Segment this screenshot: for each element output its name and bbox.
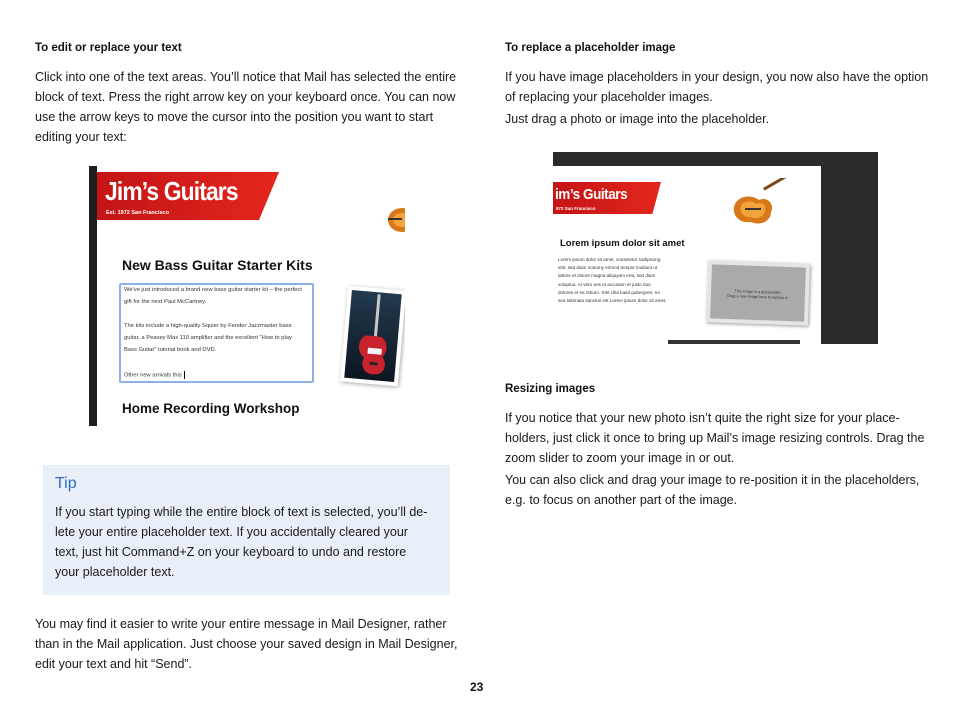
edit-line-last [124,371,185,379]
text-line: block of text. Press the right arrow key on your keyboard once. You can now [35,90,456,104]
tip-text [55,502,427,582]
lorem-line: voluptua. At vero eos et accusam et justo duo [558,281,651,287]
editable-text-area[interactable] [119,283,314,383]
resizing-paragraph [505,408,924,468]
tip-line: text, just hit Command+Z on your keyboard to undo and restore [55,545,407,559]
brand-tagline: Est. 1972 San Francisco [106,210,169,216]
text-line: zoom slider to zoom your image in or out. [505,451,735,465]
placeholder-line: This image is a placeholder. [734,289,782,295]
image-placeholder[interactable] [706,260,810,326]
edit-line: The kits include a high-quality Squier by Fender Jazzmaster bass [124,323,292,329]
brand-logo-text: im’s Guitars [555,186,628,203]
lorem-line: Lorem ipsum dolor sit amet, consetetur sadipscing [558,257,661,262]
placeholder-text [711,288,805,301]
tip-line: your placeholder text. [55,565,175,579]
edit-line: We've just introduced a brand new bass guitar starter kit – the perfect [124,287,302,293]
lorem-body [558,256,698,305]
text-line: editing your text: [35,130,127,144]
text-cursor [184,371,185,379]
reposition-paragraph [505,470,919,510]
app-right-strip [821,152,878,344]
edit-line: gift for the next Paul McCartney. [124,299,207,305]
guitar-image-partial [382,202,405,236]
brand-tagline: 972 San Francisco [556,206,596,211]
text-line: Click into one of the text areas. You’ll notice that Mail has selected the entire [35,70,457,84]
section-heading-replace-image: To replace a placeholder image [505,42,676,54]
placeholder-line: Drag a new image here to replace it. [727,293,789,301]
edit-line: guitar, a Peavey Max 110 amplifier and the excellent "How to play [124,335,292,341]
tip-title: Tip [55,475,77,492]
app-sidebar-strip [89,166,97,426]
section-heading-edit-text: To edit or replace your text [35,42,182,54]
edit-line: Bass Guitar" tutorial book and DVD. [124,347,217,353]
text-line: e.g. to focus on another part of the image. [505,493,738,507]
newsletter-subheading: Home Recording Workshop [122,401,300,416]
text-line: of replacing your placeholder images. [505,90,713,104]
guitar-photo [344,290,401,382]
text-line: If you notice that your new photo isn’t quite the right size for your place- [505,411,900,425]
lorem-line: sea takimata sanctus est Lorem ipsum dolor sit amet. [558,298,667,304]
newsletter-heading: New Bass Guitar Starter Kits [122,257,313,273]
replace-image-screenshot [553,152,878,344]
text-line: You can also click and drag your image to re-position it in the placeholders, [505,473,920,487]
edit-text-screenshot [89,166,405,426]
replace-image-paragraph [505,67,928,107]
lorem-line: dolores et ea rebum. Stet clita kasd gubergren, no [558,289,660,295]
tip-line: If you start typing while the entire block of text is selected, you’ll de- [55,505,428,519]
text-line: use the arrow keys to move the cursor into the position you want to start [35,110,434,124]
text-line: edit your text and hit “Send”. [35,657,193,671]
edit-line-text: Other new arrivals this [124,372,182,379]
tip-box [43,465,450,595]
bottom-strip [668,340,800,344]
closing-paragraph [35,614,457,674]
section-heading-resizing: Resizing images [505,383,596,395]
drag-instruction: Just drag a photo or image into the placeholder. [505,112,770,126]
lorem-line: elitr, sed diam nonumy eirmod tempor invidunt ut [558,265,658,271]
tip-line: lete your entire placeholder text. If you accidentally cleared your [55,525,408,539]
brand-logo-text: Jim’s Guitars [105,176,238,206]
guitar-image [729,178,793,228]
photo-frame[interactable] [340,286,405,387]
text-line: holders, just click it once to bring up Mail’s image resizing controls. Drag the [505,431,925,445]
placeholder-area [710,264,806,321]
edit-text-paragraph [35,67,456,147]
text-line: You may find it easier to write your entire message in Mail Designer, rather [35,617,447,631]
lorem-line: labore et dolore magna aliquyam erat, sed diam [558,273,656,279]
text-line: than in the Mail application. Just choose your saved design in Mail Designer, [35,637,458,651]
page-number: 23 [470,680,484,694]
lorem-heading: Lorem ipsum dolor sit amet [560,238,685,249]
text-line: If you have image placeholders in your design, you now also have the option [505,70,929,84]
electric-guitar-illustration [344,290,401,382]
